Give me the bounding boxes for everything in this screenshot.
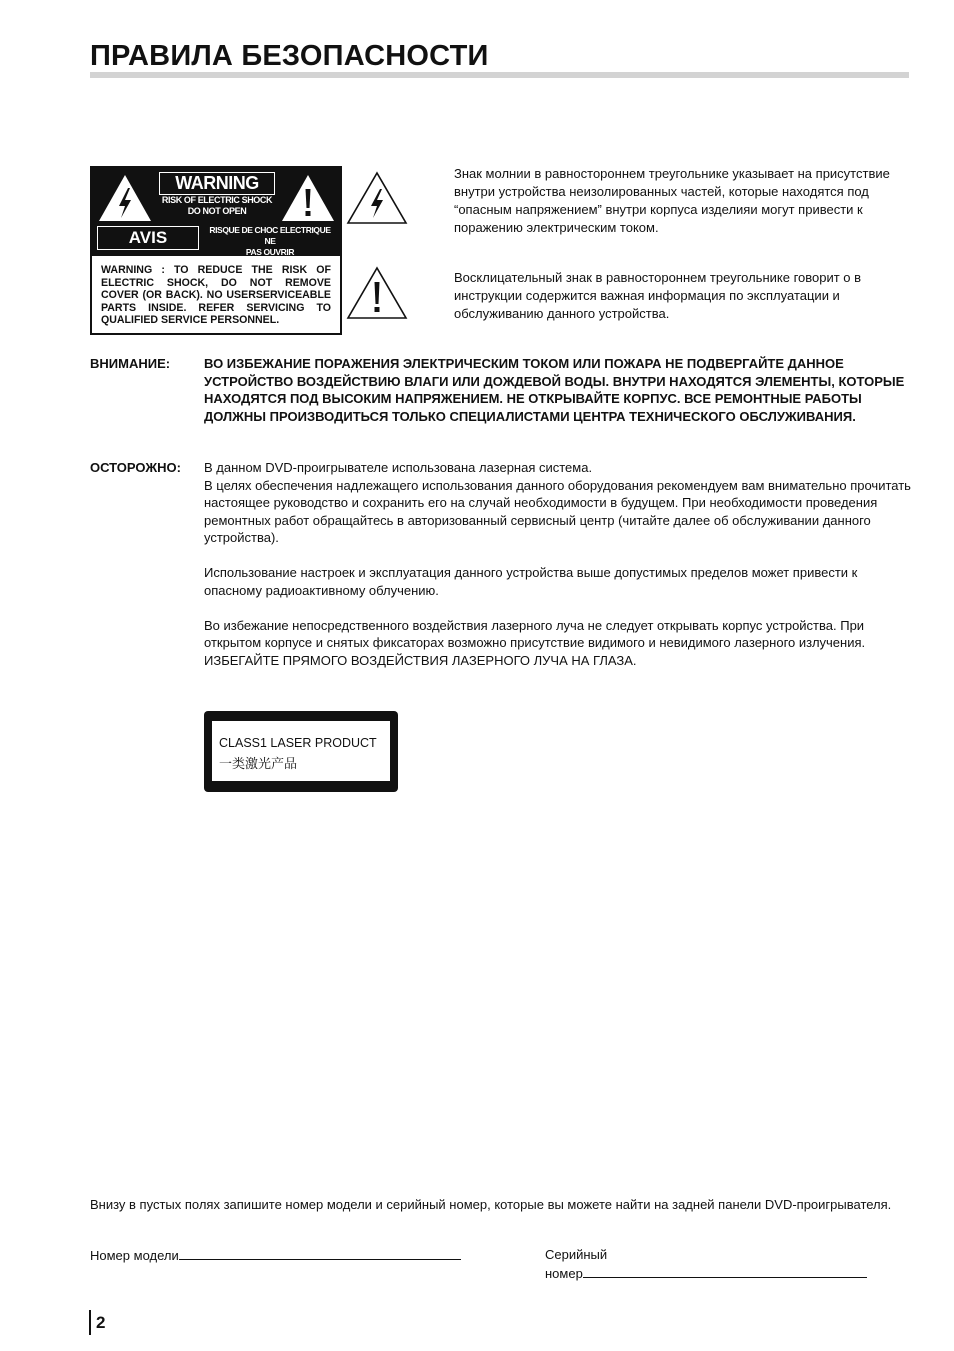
- model-number-field: [90, 1246, 461, 1265]
- model-number-blank[interactable]: [179, 1246, 461, 1260]
- caution-body: [204, 459, 914, 687]
- lightning-triangle-icon: [97, 173, 153, 223]
- warning-subtext: [152, 195, 282, 217]
- serial-number-label-line-1: Серийный: [545, 1247, 608, 1262]
- page-title: ПРАВИЛА БЕЗОПАСНОСТИ: [90, 40, 489, 72]
- attention-label: ВНИМАНИЕ:: [90, 356, 171, 371]
- page-number: 2: [96, 1313, 106, 1332]
- warning-subtext-line-1: RISK OF ELECTRIC SHOCK: [161, 195, 273, 205]
- caution-paragraph-2: Использование настроек и эксплуатация данного устройства выше допустимых пределов может привести к опасному радиоактивному облучению.: [204, 565, 858, 598]
- serial-number-blank[interactable]: [583, 1264, 867, 1278]
- avis-subtext: [204, 225, 336, 258]
- caution-paragraph-3: Во избежание непосредственного воздействия лазерного луча не следует открывать корпус устройства. При открытом корпусе и снятых фиксаторах возможно присутствие видимого и невидимого лазерного излучения.: [204, 617, 866, 650]
- laser-class-text-chinese: 一类激光产品: [219, 756, 298, 771]
- caution-paragraph-3-caps: ИЗБЕГАЙТЕ ПРЯМОГО ВОЗДЕЙСТВИЯ ЛАЗЕРНОГО ЛУЧА НА ГЛАЗА.: [204, 652, 637, 668]
- warning-subtext-line-2: DO NOT OPEN: [187, 206, 247, 216]
- exclamation-symbol-icon: [346, 266, 408, 320]
- exclamation-symbol-text: Восклицательный знак в равностороннем треугольнике говорит о в инструкции содержится важная информация по эксплуатации и обслуживанию данного устройства.: [454, 270, 862, 321]
- caution-label: ОСТОРОЖНО:: [90, 460, 181, 475]
- laser-class-text: CLASS1 LASER PRODUCT: [219, 736, 377, 750]
- exclamation-symbol-description: [454, 269, 914, 323]
- laser-product-label-inner: [212, 721, 390, 781]
- exclamation-triangle-icon: [280, 173, 336, 223]
- laser-product-label: [204, 711, 398, 792]
- warning-label: [90, 166, 342, 335]
- caution-paragraph-1b: В целях обеспечения надлежащего использования данного оборудования рекомендуем вам внимательно прочитать настоящее руководство и сохранить его на случай необходимости в будущем. При необходимости проведения ремонтных работ обращайтесь в авторизованный сервисный центр (читайте далее об обслуживании данного устройства).: [204, 477, 911, 545]
- avis-heading: AVIS: [97, 226, 199, 250]
- page-number-bar: [89, 1310, 91, 1335]
- caution-paragraph-1a: В данном DVD-проигрывателе использована лазерная система.: [204, 460, 593, 475]
- warning-label-header: [92, 168, 340, 256]
- lightning-symbol-description: [454, 165, 914, 237]
- warning-heading: WARNING: [159, 172, 275, 195]
- serial-number-field: [545, 1246, 867, 1283]
- serial-number-note: Внизу в пустых полях запишите номер модели и серийный номер, которые вы можете найти на задней панели DVD-проигрывателя.: [90, 1197, 892, 1212]
- lightning-symbol-icon: [346, 171, 408, 225]
- avis-subtext-line-2: PAS OUVRIR: [245, 247, 295, 257]
- avis-subtext-line-1: RISQUE DE CHOC ELECTRIQUE NE: [209, 225, 331, 246]
- warning-label-text: WARNING : TO REDUCE THE RISK OF ELECTRIC SHOCK, DO NOT REMOVE COVER (OR BACK). NO USERSERVICEABLE PARTS INSIDE. REFER SERVICING TO QUALIFIED SERVICE PERSONNEL.: [101, 264, 331, 326]
- model-number-label: Номер модели: [90, 1248, 179, 1263]
- lightning-symbol-text: Знак молнии в равностороннем треугольнике указывает на присутствие внутри устройства неизолированных частей, которые находятся под “опасным напряжением” внутри корпуса изделияи могут привести к поражению электрическим током.: [454, 166, 890, 235]
- attention-text: ВО ИЗБЕЖАНИЕ ПОРАЖЕНИЯ ЭЛЕКТРИЧЕСКИМ ТОКОМ ИЛИ ПОЖАРА НЕ ПОДВЕРГАЙТЕ ДАННОЕ УСТРОЙСТВО ВОЗДЕЙСТВИЮ ВЛАГИ ИЛИ ДОЖДЕВОЙ ВОДЫ. ВНУТРИ НАХОДЯТСЯ ЭЛЕМЕНТЫ, КОТОРЫЕ НАХОДЯТСЯ ПОД ВЫСОКИМ НАПРЯЖЕНИЕМ. НЕ ОТКРЫВАЙТЕ КОРПУС. ВСЕ РЕМОНТНЫЕ РАБОТЫ ДОЛЖНЫ ПРОИЗВОДИТЬСЯ ТОЛЬКО СПЕЦИАЛИСТАМИ ЦЕНТРА ТЕХНИЧЕСКОГО ОБСЛУЖИВАНИЯ.: [204, 356, 905, 424]
- title-rule: [90, 72, 909, 78]
- serial-number-label-line-2: номер: [545, 1266, 583, 1281]
